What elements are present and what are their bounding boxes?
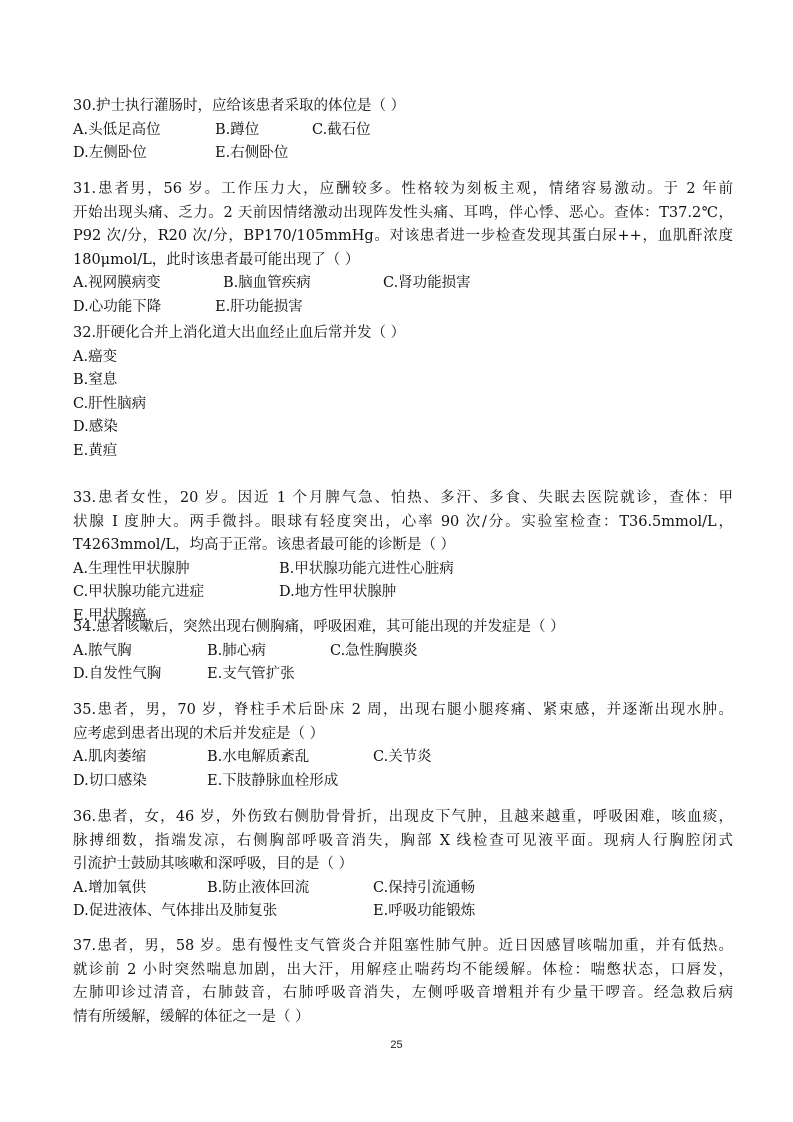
option-a: A.增加氧供 <box>73 879 147 896</box>
option-c: C.肝性脑病 <box>73 395 147 412</box>
question-stem-line: 状腺 I 度肿大。两手微抖。眼球有轻度突出，心率 90 次/分。实验室检查：T36.5mmol/L， <box>73 513 733 530</box>
option-a: A.肌肉萎缩 <box>73 749 147 765</box>
option-e: E.肝功能损害 <box>215 298 303 315</box>
question-stem-line: 31.患者男，56 岁。工作压力大，应酬较多。性格较为刻板主观，情绪容易激动。于 2 年前 <box>73 181 733 197</box>
question-stem-line: 脉搏细数，指端发凉，右侧胸部呼吸音消失，胸部 X 线检查可见液平面。现病人行胸腔闭式 <box>73 832 733 849</box>
option-a: A.视网膜病变 <box>73 275 161 291</box>
option-e: E.黄疸 <box>73 442 118 459</box>
question-34 <box>73 616 733 687</box>
question-stem-line: 左肺叩诊过清音，右肺鼓音，右肺呼吸音消失，左侧呼吸音增粗并有少量干啰音。经急救后病 <box>73 985 733 1001</box>
option-row <box>73 877 733 901</box>
question-31 <box>73 178 733 319</box>
question-stem-line: 180μmol/L，此时该患者最可能出现了（ ） <box>73 251 360 268</box>
question-stem-line: 情有所缓解，缓解的体征之一是（ ） <box>73 1008 310 1025</box>
option-row <box>73 640 733 664</box>
option-c: C.保持引流通畅 <box>373 879 476 896</box>
question-32 <box>73 322 733 463</box>
option-a: A.生理性甲状腺肿 <box>73 560 190 577</box>
option-d: D.自发性气胸 <box>73 666 162 682</box>
option-d: D.左侧卧位 <box>73 145 147 161</box>
option-e: E.支气管扩张 <box>207 666 295 682</box>
question-36 <box>73 806 733 924</box>
option-row <box>73 746 733 770</box>
option-b: B.蹲位 <box>215 121 260 138</box>
option-row <box>73 770 733 794</box>
option-row <box>73 900 733 924</box>
option-e: E.甲状腺癌 <box>73 607 147 624</box>
question-stem-line: 33.患者女性，20 岁。因近 1 个月脾气急、怕热、多汗、多食、失眠去医院就诊，查体：甲 <box>73 490 733 506</box>
question-stem-line: 37.患者，男，58 岁。患有慢性支气管炎合并阻塞性肺气肿。近日因感冒咳喘加重，并有低热。 <box>73 938 733 954</box>
question-33 <box>73 487 733 628</box>
question-stem-line: 30.护士执行灌肠时，应给该患者采取的体位是（ ） <box>73 98 406 114</box>
option-d: D.切口感染 <box>73 772 147 789</box>
question-stem-line: T4263mmol/L，均高于正常。该患者最可能的诊断是（ ） <box>73 537 456 553</box>
question-stem-line: 引流护士鼓励其咳嗽和深呼吸，目的是（ ） <box>73 856 354 872</box>
option-row <box>73 272 733 296</box>
option-e: E.下肢静脉血栓形成 <box>207 772 339 789</box>
page-number: 25 <box>390 1039 403 1051</box>
question-stem-line: 32.肝硬化合并上消化道大出血经止血后常并发（ ） <box>73 325 406 341</box>
question-37 <box>73 935 733 1029</box>
question-stem-line: P92 次/分，R20 次/分，BP170/105mmHg。对该患者进一步检查发现其蛋白尿++，血肌酐浓度 <box>73 228 733 244</box>
option-b: B.防止液体回流 <box>207 879 310 896</box>
option-d: D.促进液体、气体排出及肺复张 <box>73 903 278 919</box>
option-row <box>73 119 733 143</box>
option-d: D.地方性甲状腺肿 <box>279 584 397 600</box>
question-stem-line: 就诊前 2 小时突然喘息加剧，出大汗，用解痉止喘药均不能缓解。体检：喘憋状态，口唇发， <box>73 961 733 978</box>
question-stem-line: 35.患者，男，70 岁，脊柱手术后卧床 2 周，出现右腿小腿疼痛、紧束感，并逐渐出现水肿。 <box>73 702 733 718</box>
question-35 <box>73 699 733 793</box>
option-b: B.甲状腺功能亢进性心脏病 <box>279 560 454 577</box>
question-30 <box>73 95 733 166</box>
question-stem-line: 开始出现头痛、乏力。2 天前因情绪激动出现阵发性头痛、耳鸣，伴心悸、恶心。查体：T37.2℃， <box>73 204 733 221</box>
question-stem-line: 应考虑到患者出现的术后并发症是（ ） <box>73 725 325 742</box>
question-stem-line: 34.患者咳嗽后，突然出现右侧胸痛，呼吸困难，其可能出现的并发症是（ ） <box>73 619 565 635</box>
option-row <box>73 142 733 166</box>
option-c: C.关节炎 <box>373 749 432 765</box>
option-b: B.脑血管疾病 <box>223 275 311 291</box>
option-row <box>73 581 733 605</box>
option-a: A.头低足高位 <box>73 121 161 138</box>
option-e: E.右侧卧位 <box>215 145 289 161</box>
option-row <box>73 558 733 582</box>
option-row <box>73 296 733 320</box>
option-row <box>73 663 733 687</box>
option-c: C.甲状腺功能亢进症 <box>73 584 205 600</box>
option-c: C.急性胸膜炎 <box>330 642 418 659</box>
option-c: C.截石位 <box>312 121 371 138</box>
question-stem-line: 36.患者，女，46 岁，外伤致右侧肋骨骨折，出现皮下气肿，且越来越重，呼吸困难，咳血痰， <box>73 809 733 825</box>
option-e: E.呼吸功能锻炼 <box>373 903 476 919</box>
option-c: C.肾功能损害 <box>383 275 471 291</box>
option-a: A.癌变 <box>73 348 118 365</box>
option-b: B.肺心病 <box>207 642 266 659</box>
option-b: B.窒息 <box>73 372 118 388</box>
option-b: B.水电解质紊乱 <box>207 749 310 765</box>
option-a: A.脓气胸 <box>73 642 132 659</box>
option-d: D.感染 <box>73 419 118 435</box>
option-d: D.心功能下降 <box>73 298 162 315</box>
